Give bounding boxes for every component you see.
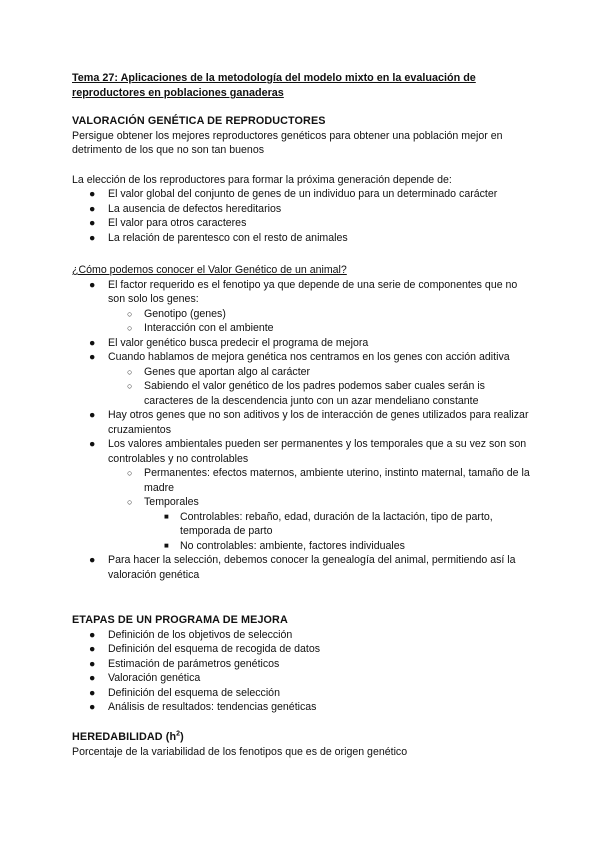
list-item: ● Hay otros genes que no son aditivos y los de interacción de genes utilizados para realizar cruzamientos: [89, 409, 529, 436]
bullet-list: [72, 187, 532, 245]
sub-list-item: ○ Sabiendo el valor genético de los padres podemos saber cuales serán is caracteres de la descendencia junto con un azar mendeliano constante: [127, 380, 485, 407]
paragraph: Persigue obtener los mejores reproductores genéticos para obtener una población mejor en detrimento de los que no son tan buenos: [72, 129, 503, 156]
sub-list-item: ○ Genes que aportan algo al carácter: [127, 365, 311, 378]
section-etapas: [72, 613, 532, 715]
list-item: ● Los valores ambientales pueden ser permanentes y los temporales que a su vez son son controlables y no controlables: [89, 438, 527, 465]
sub-sub-list-item: ■ No controlables: ambiente, factores individuales: [164, 539, 405, 552]
section-heredabilidad: [72, 730, 532, 759]
document-title: Tema 27: Aplicaciones de la metodología del modelo mixto en la evaluación de reproductores en poblaciones ganaderas: [72, 72, 476, 99]
list-item: ● Cuando hablamos de mejora genética nos centramos en los genes con acción aditiva: [89, 351, 510, 363]
sub-list-item: ○ Permanentes: efectos maternos, ambiente uterino, instinto maternal, tamaño de la madre: [127, 467, 530, 494]
list-item: ● El factor requerido es el fenotipo ya que depende de una serie de componentes que no son solo los genes:: [89, 278, 518, 305]
sub-sub-list-item: ■ Controlables: rebaño, edad, duración de la lactación, tipo de parto, temporada de parto: [164, 510, 493, 537]
section-heading: VALORACIÓN GENÉTICA DE REPRODUCTORES: [72, 115, 326, 127]
section-valoracion: [72, 114, 532, 245]
list-item: ● El valor global del conjunto de genes de un individuo para un determinado carácter: [89, 188, 498, 200]
section-heading: ETAPAS DE UN PROGRAMA DE MEJORA: [72, 614, 288, 626]
section-question: ¿Cómo podemos conocer el Valor Genético de un animal?: [72, 264, 347, 276]
paragraph: La elección de los reproductores para formar la próxima generación depende de:: [72, 173, 452, 186]
sub-list-item: ○ Genotipo (genes): [127, 307, 226, 320]
bullet-list: [72, 628, 532, 715]
list-item: ● Para hacer la selección, debemos conocer la genealogía del animal, permitiendo así la valoración genética: [89, 554, 516, 581]
sub-list-item: ○ Temporales: [127, 496, 199, 508]
list-item: ● Definición de los objetivos de selección: [89, 628, 293, 641]
list-item: ● La ausencia de defectos hereditarios: [89, 202, 282, 215]
section-heading: HEREDABILIDAD $(h^2)$: [72, 730, 184, 743]
list-item: ● Análisis de resultados: tendencias genéticas: [89, 701, 317, 713]
list-item: ● Valoración genética: [89, 672, 201, 684]
list-item: ● Definición del esquema de recogida de datos: [89, 643, 321, 655]
sub-list-item: ○ Interacción con el ambiente: [127, 322, 274, 334]
section-valor-genetico: [72, 263, 532, 582]
list-item: ● La relación de parentesco con el resto de animales: [89, 231, 348, 244]
paragraph: Porcentaje de la variabilidad de los fenotipos que es de origen genético: [72, 745, 408, 758]
list-item: ● Definición del esquema de selección: [89, 686, 280, 699]
bullet-list: [72, 278, 532, 583]
list-item: ● El valor genético busca predecir el programa de mejora: [89, 336, 369, 349]
list-item: ● El valor para otros caracteres: [89, 217, 247, 229]
list-item: ● Estimación de parámetros genéticos: [89, 657, 280, 670]
